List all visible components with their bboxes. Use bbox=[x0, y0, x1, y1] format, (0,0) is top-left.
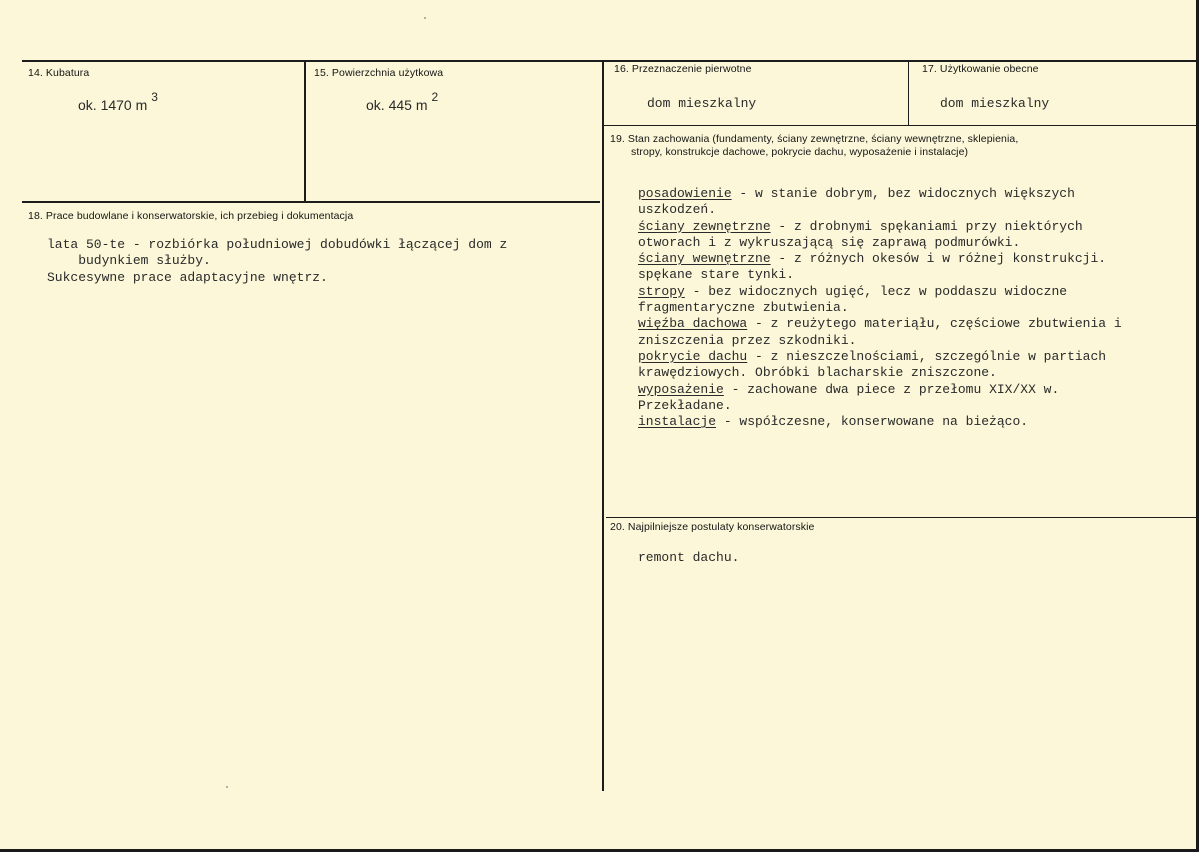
field-19-line bbox=[638, 365, 1122, 381]
field-15-label: 15. Powierzchnia użytkowa bbox=[314, 67, 444, 79]
divider-14-15 bbox=[304, 61, 306, 202]
field-20-label: 20. Najpilniejsze postulaty konserwatorskie bbox=[610, 521, 815, 533]
condition-text: Przekładane. bbox=[638, 397, 732, 413]
field-19-line bbox=[638, 414, 1122, 430]
field-18-line: budynkiem służby. bbox=[47, 253, 211, 269]
field-18-line: lata 50-te - rozbiórka południowej dobudówki łączącej dom z bbox=[47, 237, 508, 252]
rule-above-20 bbox=[606, 517, 1199, 518]
condition-text: - z nieszczelnościami, szczególnie w partiach bbox=[747, 348, 1107, 364]
rule-below-16-17 bbox=[602, 125, 1199, 126]
condition-text: - z różnych okesów i w różnej konstrukcji. bbox=[770, 251, 1107, 267]
field-15-value-text: ok. 445 m bbox=[366, 97, 428, 113]
field-14-value-text: ok. 1470 m bbox=[78, 97, 148, 113]
field-20-value: remont dachu. bbox=[638, 550, 740, 565]
field-15-value bbox=[366, 90, 439, 113]
paper-speck bbox=[226, 786, 228, 788]
condition-term: wyposażenie bbox=[638, 381, 724, 397]
field-14-value bbox=[78, 90, 158, 113]
condition-text: - bez widocznych ugięć, lecz w poddaszu widoczne bbox=[684, 283, 1068, 299]
field-19-line bbox=[638, 251, 1122, 267]
field-19-label-line1: 19. Stan zachowania (fundamenty, ściany zewnętrzne, ściany wewnętrzne, sklepienia, bbox=[610, 133, 1019, 145]
top-rule bbox=[22, 60, 1199, 62]
field-19-label-line2: stropy, konstrukcje dachowe, pokrycie dachu, wyposażenie i instalacje) bbox=[631, 146, 969, 158]
field-19-line bbox=[638, 219, 1122, 235]
field-15-unit-exponent: 2 bbox=[431, 90, 439, 104]
condition-text: zniszczenia przez szkodniki. bbox=[638, 332, 857, 348]
divider-left-right bbox=[602, 61, 604, 791]
condition-text: - zachowane dwa piece z przełomu XIX/XX w. bbox=[723, 381, 1060, 397]
field-14-label: 14. Kubatura bbox=[28, 67, 90, 79]
field-19-line bbox=[638, 186, 1122, 202]
field-19-line bbox=[638, 316, 1122, 332]
condition-term: ściany wewnętrzne bbox=[638, 251, 771, 267]
condition-text: otworach i z wykruszającą się zaprawą podmurówki. bbox=[638, 234, 1021, 250]
condition-text: - w stanie dobrym, bez widocznych większych bbox=[731, 186, 1075, 201]
field-19-line bbox=[638, 235, 1122, 251]
field-16-value: dom mieszkalny bbox=[647, 96, 757, 111]
field-16-label: 16. Przeznaczenie pierwotne bbox=[614, 63, 752, 75]
paper-speck bbox=[424, 17, 426, 19]
field-19-line bbox=[638, 202, 1122, 218]
field-19-line bbox=[638, 284, 1122, 300]
field-18-label: 18. Prace budowlane i konserwatorskie, ich przebieg i dokumentacja bbox=[28, 210, 354, 222]
condition-term: pokrycie dachu bbox=[638, 348, 748, 364]
field-19-line bbox=[638, 300, 1122, 316]
field-19-line bbox=[638, 349, 1122, 365]
field-14-unit-exponent: 3 bbox=[151, 90, 158, 104]
field-18-line: Sukcesywne prace adaptacyjne wnętrz. bbox=[47, 269, 328, 285]
field-19-text bbox=[638, 186, 1122, 430]
field-18-text bbox=[47, 237, 507, 286]
condition-text: fragmentaryczne zbutwienia. bbox=[638, 300, 849, 316]
field-17-label: 17. Użytkowanie obecne bbox=[922, 63, 1039, 75]
condition-text: krawędziowych. Obróbki blacharskie zniszczone. bbox=[638, 365, 997, 381]
field-17-value: dom mieszkalny bbox=[940, 96, 1050, 111]
field-19-line bbox=[638, 333, 1122, 349]
field-19-line bbox=[638, 267, 1122, 283]
condition-term: więźba dachowa bbox=[638, 316, 748, 332]
condition-text: spękane stare tynki. bbox=[638, 267, 795, 283]
condition-text: - współczesne, konserwowane na bieżąco. bbox=[716, 414, 1029, 430]
rule-above-18 bbox=[22, 201, 600, 203]
condition-text: - z drobnymi spękaniami przy niektórych bbox=[770, 218, 1083, 234]
condition-term: posadowienie bbox=[638, 186, 732, 201]
field-19-line bbox=[638, 382, 1122, 398]
field-19-line bbox=[638, 398, 1122, 414]
divider-16-17 bbox=[908, 61, 909, 126]
condition-text: - z reużytego materiąłu, częściowe zbutwienia i bbox=[747, 316, 1122, 332]
condition-text: uszkodzeń. bbox=[638, 202, 717, 218]
condition-term: ściany zewnętrzne bbox=[638, 218, 771, 234]
condition-term: instalacje bbox=[638, 414, 717, 430]
condition-term: stropy bbox=[638, 283, 685, 299]
